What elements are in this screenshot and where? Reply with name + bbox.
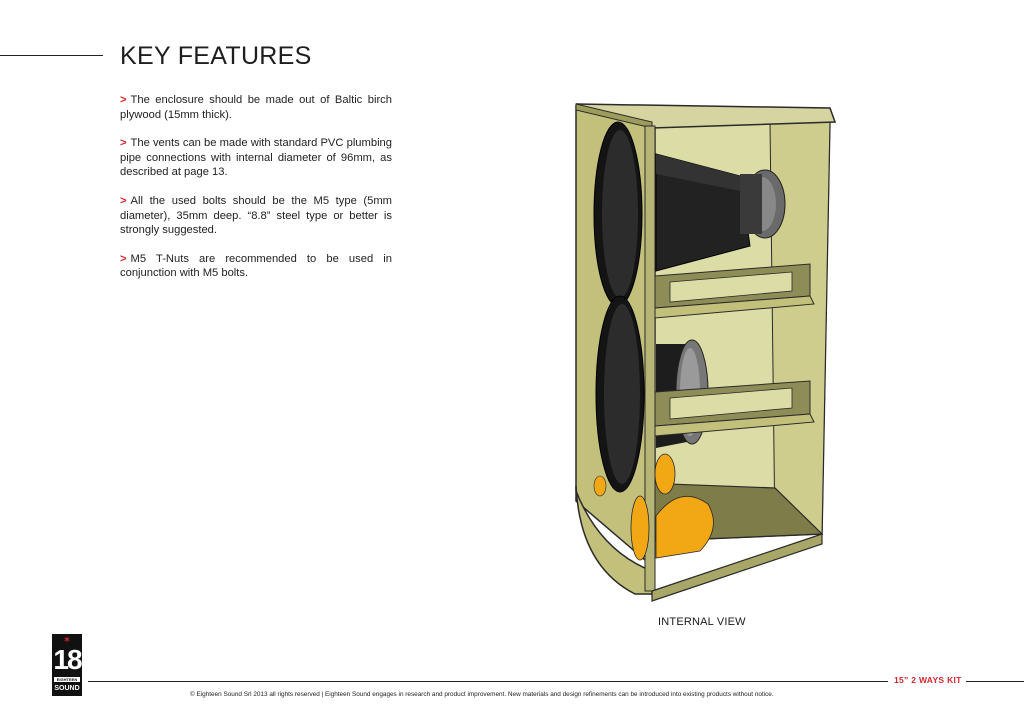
eighteen-sound-logo	[52, 634, 82, 696]
feature-item	[120, 136, 392, 180]
speaker-internal-view-illustration	[560, 96, 860, 606]
logo-word-top: EIGHTEEN	[56, 677, 78, 682]
features-list	[120, 93, 392, 295]
feature-item	[120, 93, 392, 122]
bottom-rule-right	[966, 681, 1024, 682]
star-icon: ✶	[62, 635, 72, 646]
feature-item	[120, 194, 392, 238]
footer-disclaimer: © Eighteen Sound Srl 2013 all rights reserved | Eighteen Sound engages in research and product improvement. New materials and design refinements can be introduced into existing products without notice.	[190, 691, 774, 698]
bottom-rule	[88, 681, 888, 682]
page-title: KEY FEATURES	[120, 42, 312, 70]
feature-item	[120, 252, 392, 281]
bullet-icon: >	[120, 94, 127, 106]
logo-number: 18	[53, 644, 81, 675]
kit-label: 15” 2 WAYS KIT	[894, 675, 962, 685]
bullet-icon: >	[120, 137, 127, 150]
feature-text: All the used bolts should be the M5 type (5mm diameter), 35mm deep. “8.8” steel type or better is strongly suggested.	[120, 194, 392, 237]
top-rule	[0, 55, 103, 56]
feature-text: The vents can be made with standard PVC plumbing pipe connections with internal diameter of 96mm, as described at page 13.	[120, 137, 392, 179]
logo-word-bottom: SOUND	[54, 685, 80, 692]
feature-text: The enclosure should be made out of Baltic birch plywood (15mm thick).	[120, 94, 392, 121]
feature-text: M5 T-Nuts are recommended to be used in conjunction with M5 bolts.	[120, 252, 392, 280]
bullet-icon: >	[120, 194, 127, 207]
figure-caption: INTERNAL VIEW	[658, 616, 746, 628]
bullet-icon: >	[120, 252, 127, 265]
